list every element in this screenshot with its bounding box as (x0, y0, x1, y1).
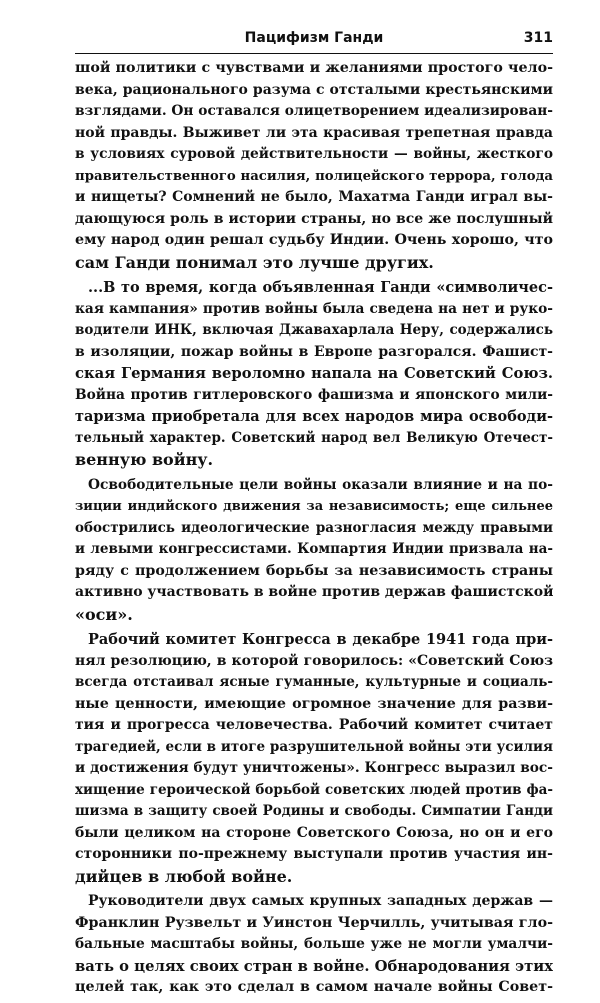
text-line: сторонники по-прежнему выступали против участия ин- (75, 846, 553, 862)
text-line: трагедией, если в итоге разрушительной войны эти усилия (75, 738, 553, 755)
text-line: в условиях суровой действительности — войны, жесткого (75, 146, 553, 162)
text-line: кая кампания» против войны была сведена на нет и руко- (75, 300, 553, 317)
header-rule (75, 53, 553, 54)
text-line: хищение героической борьбой советских людей против фа- (75, 781, 553, 798)
text-line: правительственного насилия, полицейского террора, голода (75, 168, 553, 184)
text-line: Освободительные цели войны оказали влияние и на по- (88, 476, 553, 493)
text-line: дийцев в любой войне. (75, 866, 293, 886)
text-line: ская Германия вероломно напала на Советский Союз. (75, 365, 553, 382)
text-line: обострились идеологические разногласия между правыми (75, 519, 553, 536)
text-line: нял резолюцию, в которой говорилось: «Советский Союз (75, 652, 553, 669)
text-line: бальные масштабы войны, больше уже не могли умалчи- (75, 936, 553, 952)
body-text (75, 58, 553, 1003)
text-line: шизма в защиту своей Родины и свободы. Симпатии Ганди (75, 803, 553, 819)
text-line: вать о целях своих стран в войне. Обнародования этих (75, 957, 553, 975)
text-line: целей так, как это сделал в самом начале войны Совет- (75, 979, 553, 995)
paragraph-2 (75, 277, 553, 471)
text-line: сам Ганди понимал это лучше других. (75, 252, 434, 272)
running-title: Пацифизм Ганди (244, 30, 384, 46)
text-line: Рабочий комитет Конгресса в декабре 1941 года при- (88, 631, 553, 648)
text-line: ной правды. Выживет ли эта красивая трепетная правда (75, 124, 553, 141)
text-line: «оси». (75, 604, 133, 624)
text-line: всегда отстаивал ясные гуманные, культурные и социаль- (75, 674, 553, 690)
text-line: века, рационального разума с отсталыми крестьянскими (75, 81, 553, 98)
text-line: взглядами. Он оставался олицетворением идеализирован- (75, 103, 553, 119)
paragraph-3 (75, 475, 553, 626)
text-line: в изоляции, пожар войны в Европе разгорался. Фашист- (75, 343, 553, 360)
text-line: венную войну. (75, 450, 214, 469)
text-line: Война против гитлеровского фашизма и японского мили- (75, 386, 553, 403)
text-line: активно участвовать в войне против держав фашистской (75, 584, 553, 600)
paragraph-5 (75, 891, 553, 999)
text-line: зиции индийского движения за независимость; еще сильнее (75, 499, 553, 514)
text-line: дающуюся роль в истории страны, но все же послушный (75, 210, 553, 227)
text-line: таризма приобретала для всех народов мира освободи- (75, 408, 553, 425)
text-line: ряду с продолжением борьбы за независимость страны (75, 562, 553, 579)
text-line: шой политики с чувствами и желаниями простого чело- (75, 60, 553, 76)
text-line: и нищеты? Сомнений не было, Махатма Ганди играл вы- (75, 189, 553, 205)
paragraph-1 (75, 58, 553, 273)
paragraph-4 (75, 629, 553, 887)
text-line: ...В то время, когда объявленная Ганди «символичес- (88, 279, 553, 296)
text-line: ные ценности, имеющие огромное значение для разви- (75, 695, 553, 712)
text-line: и левыми конгрессистами. Компартия Индии призвала на- (75, 541, 553, 557)
text-line: Франклин Рузвельт и Уинстон Черчилль, учитывая гло- (75, 914, 553, 931)
text-line: Руководители двух самых крупных западных держав — (88, 893, 553, 909)
page-number: 311 (523, 30, 553, 46)
text-line: тельный характер. Советский народ вел Великую Отечест- (75, 429, 553, 446)
running-head (75, 28, 553, 50)
text-line: и достижения будут уничтожены». Конгресс выразил вос- (75, 760, 553, 776)
text-line: ему народ один решал судьбу Индии. Очень хорошо, что (75, 232, 553, 248)
text-line: были целиком на стороне Советского Союза, но он и его (75, 824, 553, 841)
text-line: водители ИНК, включая Джавахарлала Неру, содержались (75, 322, 553, 338)
text-line: тия и прогресса человечества. Рабочий комитет считает (75, 717, 553, 733)
